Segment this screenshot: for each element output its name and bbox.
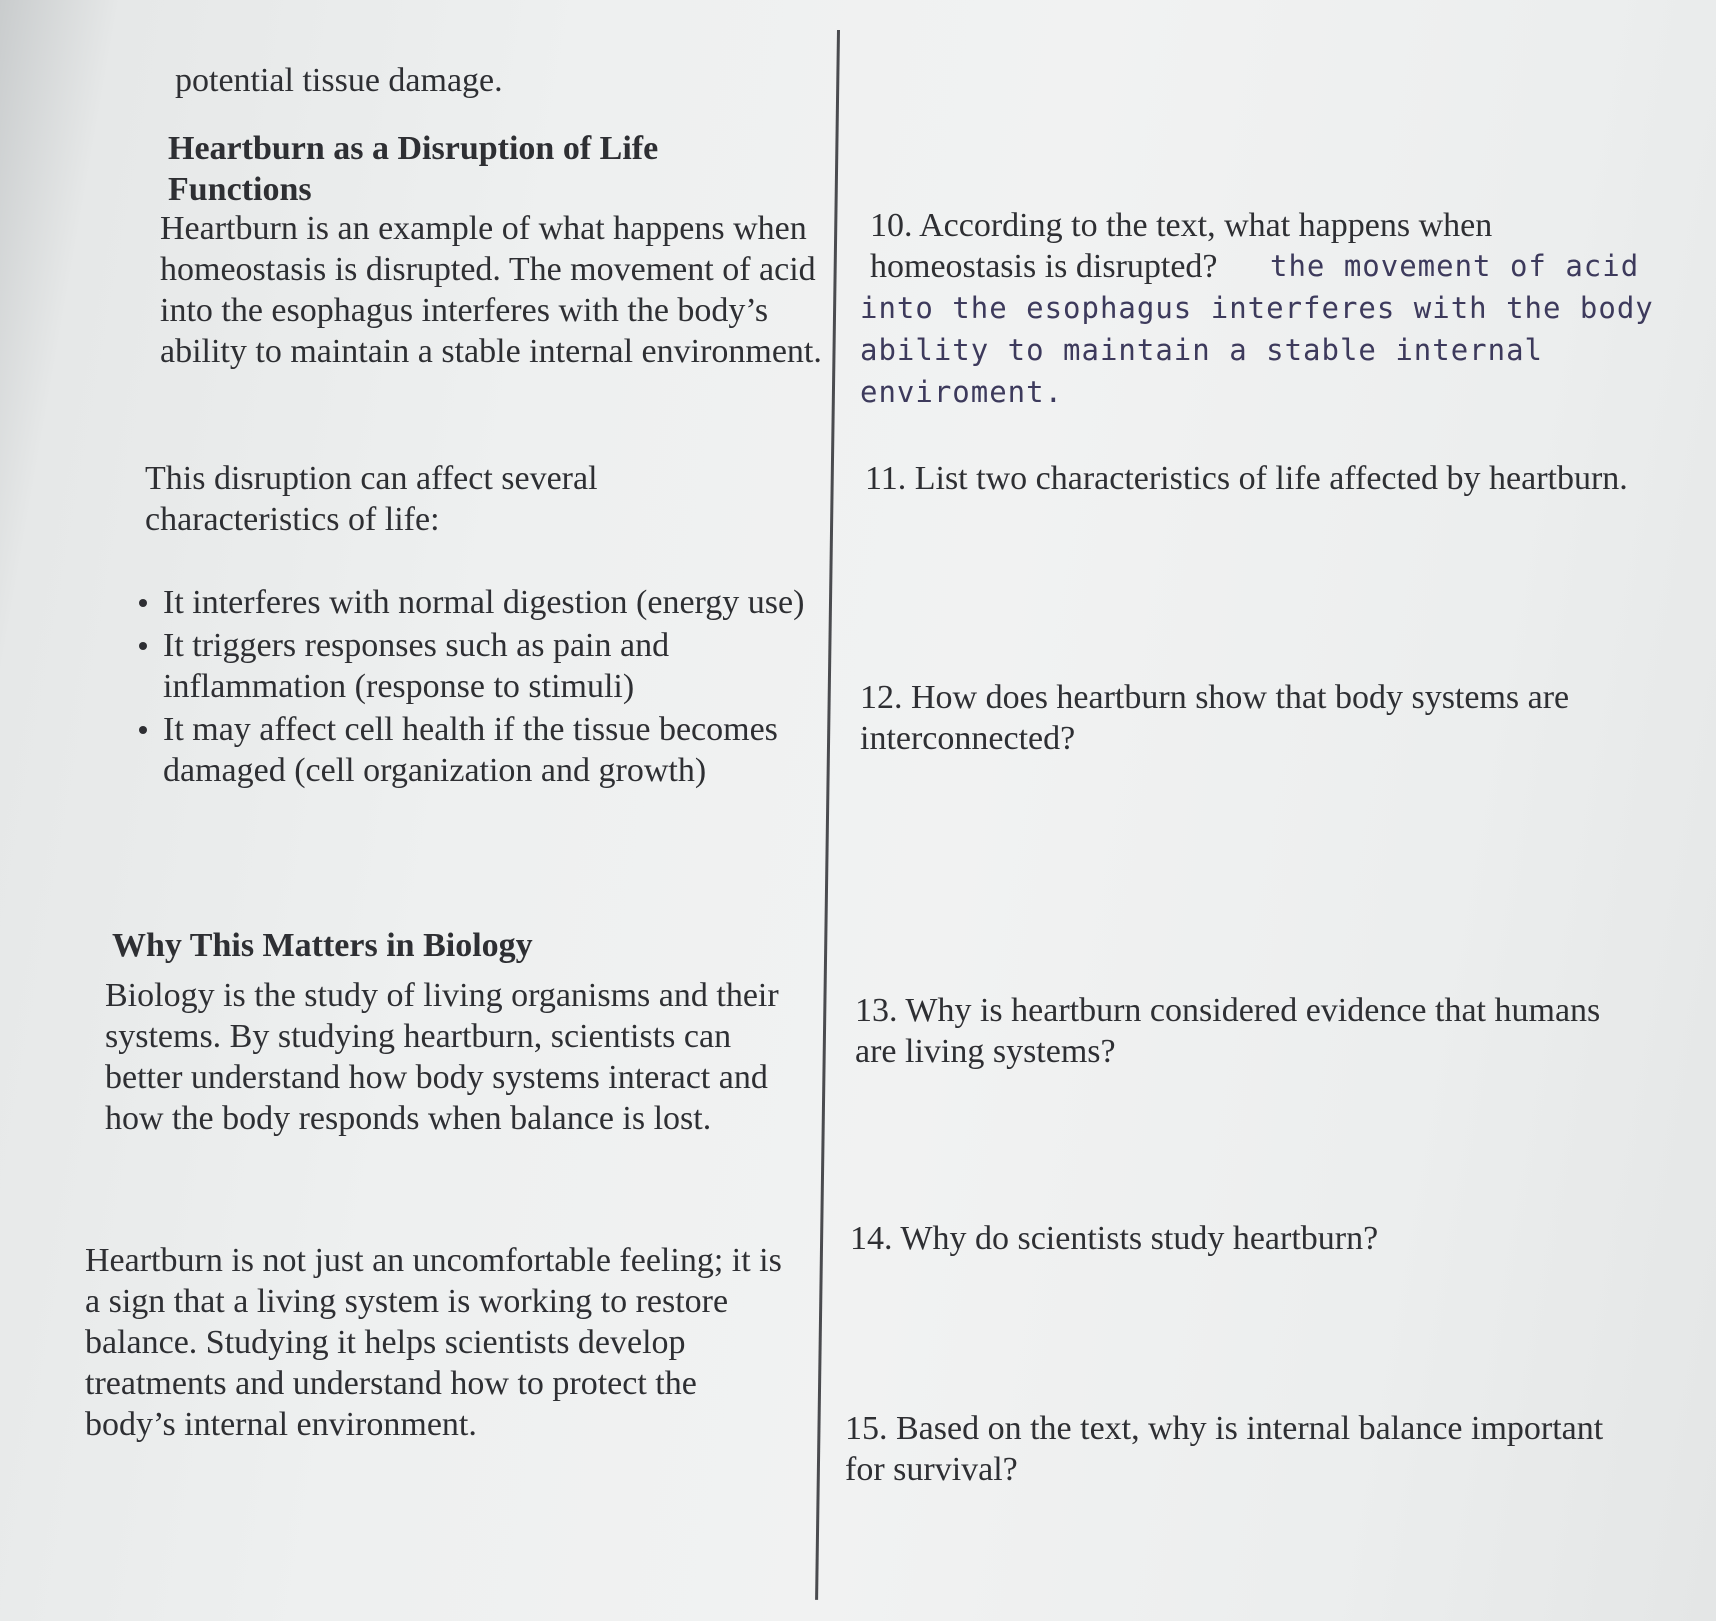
section-heading-disruption: Heartburn as a Disruption of Life Functions (168, 130, 659, 208)
paragraph-restore-balance: Heartburn is not just an uncomfortable feeling; it is a sign that a living system is working to restore balance. Studying it helps scientists develop treatments and understand how to protect the body’s internal environment. (85, 1242, 782, 1443)
question-14: 14. Why do scientists study heartburn? (850, 1220, 1379, 1257)
list-item: It triggers responses such as pain and inflammation (response to stimuli) (163, 625, 825, 707)
question-13: 13. Why is heartburn considered evidence that humans are living systems? (855, 992, 1601, 1070)
paragraph-homeostasis: Heartburn is an example of what happens when homeostasis is disrupted. The movement of acid into the esophagus interferes with the body’s ability to maintain a stable internal environment. (160, 210, 822, 370)
question-11: 11. List two characteristics of life affected by heartburn. (865, 460, 1628, 497)
characteristics-list (135, 582, 825, 793)
paragraph-characteristics-intro: This disruption can affect several characteristics of life: (145, 460, 598, 538)
question-15: 15. Based on the text, why is internal balance important for survival? (845, 1410, 1604, 1488)
question-12: 12. How does heartburn show that body systems are interconnected? (860, 679, 1570, 757)
question-10: 10. According to the text, what happens when homeostasis is disrupted? (870, 207, 1493, 285)
text-fragment: potential tissue damage. (175, 62, 503, 99)
section-heading-biology: Why This Matters in Biology (112, 927, 533, 964)
list-item: It interferes with normal digestion (energy use) (163, 582, 825, 623)
paragraph-biology: Biology is the study of living organisms and their systems. By studying heartburn, scientists can better understand how body systems interact and how the body responds when balance is lost. (105, 977, 779, 1137)
handwritten-answer-10: the movement of acid into the esophagus interferes with the body ability to maintain a stable internal enviroment. (860, 249, 1654, 409)
list-item: It may affect cell health if the tissue becomes damaged (cell organization and growth) (163, 709, 825, 791)
